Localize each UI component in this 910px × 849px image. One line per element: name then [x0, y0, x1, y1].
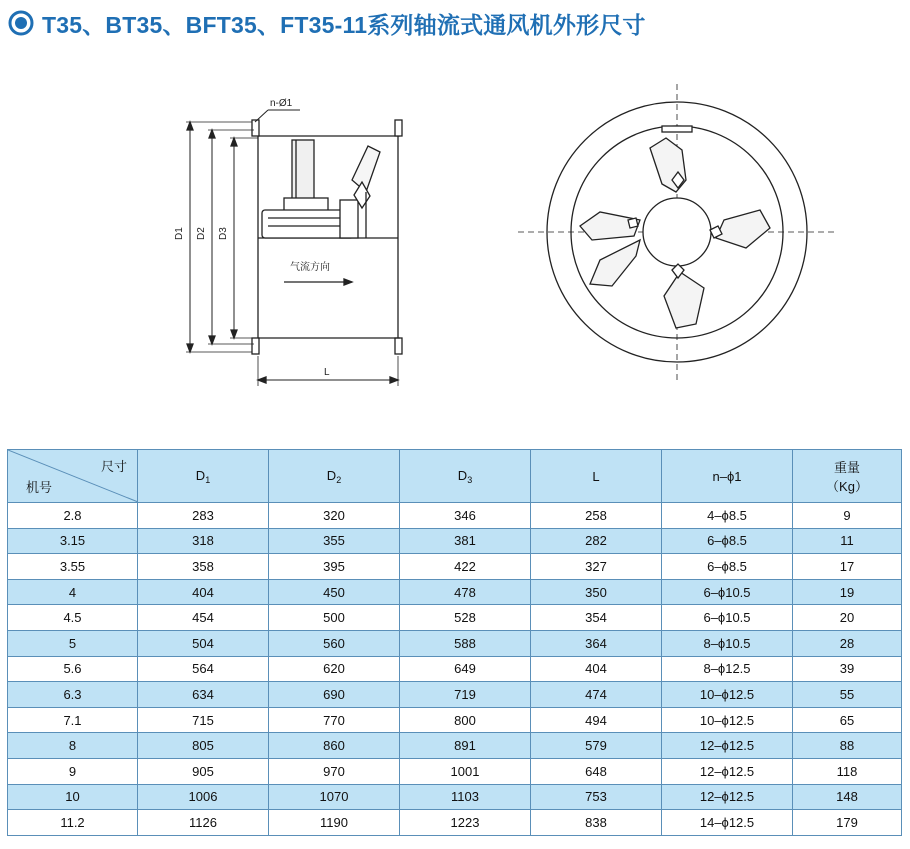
table-cell: 55	[793, 682, 902, 708]
dimension-header-label: 尺寸	[100, 459, 127, 474]
table-cell: 1001	[400, 758, 531, 784]
table-cell: 12–ϕ12.5	[662, 758, 793, 784]
table-cell: 528	[400, 605, 531, 631]
table-cell: 770	[269, 707, 400, 733]
table-cell: 354	[531, 605, 662, 631]
table-cell: 10	[8, 784, 138, 810]
table-cell: 3.55	[8, 554, 138, 580]
table-cell: 5.6	[8, 656, 138, 682]
table-row	[8, 503, 902, 529]
table-cell: 6.3	[8, 682, 138, 708]
table-cell: 283	[138, 503, 269, 529]
column-header-l: L	[531, 450, 662, 503]
table-row	[8, 656, 902, 682]
table-cell: 500	[269, 605, 400, 631]
table-cell: 404	[531, 656, 662, 682]
table-cell: 6–ϕ8.5	[662, 554, 793, 580]
table-cell: 7.1	[8, 707, 138, 733]
table-cell: 28	[793, 630, 902, 656]
table-cell: 148	[793, 784, 902, 810]
table-corner-header	[8, 450, 138, 503]
table-cell: 1070	[269, 784, 400, 810]
table-cell: 905	[138, 758, 269, 784]
table-cell: 1190	[269, 810, 400, 836]
table-cell: 8–ϕ12.5	[662, 656, 793, 682]
table-cell: 800	[400, 707, 531, 733]
table-cell: 719	[400, 682, 531, 708]
table-cell: 494	[531, 707, 662, 733]
table-cell: 474	[531, 682, 662, 708]
table-row	[8, 579, 902, 605]
column-header-d1: $D_1$	[138, 450, 269, 503]
table-cell: 6–ϕ8.5	[662, 528, 793, 554]
length-dimension-label: L	[324, 367, 330, 378]
table-cell: 258	[531, 503, 662, 529]
table-cell: 620	[269, 656, 400, 682]
table-cell: 805	[138, 733, 269, 759]
bolt-hole-label: n-Ø1	[270, 98, 293, 109]
table-row	[8, 554, 902, 580]
d2-dimension-label: D2	[196, 227, 207, 240]
d1-dimension-label: D1	[174, 227, 185, 240]
table-cell: 753	[531, 784, 662, 810]
table-cell: 579	[531, 733, 662, 759]
table-cell: 560	[269, 630, 400, 656]
table-cell: 364	[531, 630, 662, 656]
dimension-table	[7, 449, 902, 836]
table-cell: 891	[400, 733, 531, 759]
table-body	[8, 503, 902, 836]
table-cell: 65	[793, 707, 902, 733]
table-cell: 6–ϕ10.5	[662, 579, 793, 605]
table-cell: 404	[138, 579, 269, 605]
column-header-d3: $D_3$	[400, 450, 531, 503]
table-cell: 1126	[138, 810, 269, 836]
table-cell: 381	[400, 528, 531, 554]
table-cell: 395	[269, 554, 400, 580]
column-header-bolt-holes: n–ϕ1	[662, 450, 793, 503]
table-cell: 20	[793, 605, 902, 631]
table-row	[8, 784, 902, 810]
table-cell: 355	[269, 528, 400, 554]
table-cell: 12–ϕ12.5	[662, 733, 793, 759]
table-cell: 8–ϕ10.5	[662, 630, 793, 656]
table-header-row	[8, 450, 902, 503]
airflow-direction-label: 气流方向	[290, 262, 330, 273]
table-cell: 19	[793, 579, 902, 605]
table-cell: 648	[531, 758, 662, 784]
table-cell: 39	[793, 656, 902, 682]
table-cell: 12–ϕ12.5	[662, 784, 793, 810]
table-row	[8, 733, 902, 759]
table-cell: 634	[138, 682, 269, 708]
table-row	[8, 605, 902, 631]
table-cell: 564	[138, 656, 269, 682]
table-cell: 179	[793, 810, 902, 836]
table-cell: 10–ϕ12.5	[662, 707, 793, 733]
table-cell: 88	[793, 733, 902, 759]
side-view-drawing	[186, 110, 402, 386]
table-cell: 9	[793, 503, 902, 529]
table-cell: 588	[400, 630, 531, 656]
table-cell: 450	[269, 579, 400, 605]
table-cell: 4–ϕ8.5	[662, 503, 793, 529]
table-cell: 350	[531, 579, 662, 605]
table-cell: 3.15	[8, 528, 138, 554]
table-cell: 358	[138, 554, 269, 580]
d3-dimension-label: D3	[218, 227, 229, 240]
table-cell: 4.5	[8, 605, 138, 631]
table-cell: 838	[531, 810, 662, 836]
table-cell: 2.8	[8, 503, 138, 529]
table-cell: 4	[8, 579, 138, 605]
front-view-drawing	[518, 84, 836, 382]
table-cell: 327	[531, 554, 662, 580]
circle-bullet-icon	[8, 10, 34, 36]
column-header-d2: $D_2$	[269, 450, 400, 503]
table-cell: 970	[269, 758, 400, 784]
table-row	[8, 707, 902, 733]
table-row	[8, 528, 902, 554]
table-cell: 504	[138, 630, 269, 656]
table-cell: 318	[138, 528, 269, 554]
table-cell: 478	[400, 579, 531, 605]
table-cell: 282	[531, 528, 662, 554]
table-cell: 6–ϕ10.5	[662, 605, 793, 631]
table-cell: 454	[138, 605, 269, 631]
table-cell: 1006	[138, 784, 269, 810]
table-row	[8, 810, 902, 836]
table-cell: 5	[8, 630, 138, 656]
table-row	[8, 758, 902, 784]
table-cell: 10–ϕ12.5	[662, 682, 793, 708]
table-cell: 715	[138, 707, 269, 733]
table-cell: 9	[8, 758, 138, 784]
column-header-weight: 重量 （Kg）	[793, 450, 902, 503]
table-cell: 14–ϕ12.5	[662, 810, 793, 836]
table-cell: 118	[793, 758, 902, 784]
table-cell: 1103	[400, 784, 531, 810]
table-cell: 8	[8, 733, 138, 759]
table-row	[8, 630, 902, 656]
table-cell: 649	[400, 656, 531, 682]
table-cell: 1223	[400, 810, 531, 836]
table-row	[8, 682, 902, 708]
title-bar	[8, 6, 646, 40]
page-title: T35、BT35、BFT35、FT35-11系列轴流式通风机外形尺寸	[42, 11, 646, 38]
model-number-header-label: 机号	[26, 480, 53, 495]
table-cell: 346	[400, 503, 531, 529]
table-cell: 690	[269, 682, 400, 708]
fan-technical-drawing	[0, 60, 910, 440]
table-cell: 17	[793, 554, 902, 580]
fan-drawing-area	[0, 60, 910, 440]
table-cell: 11.2	[8, 810, 138, 836]
table-cell: 422	[400, 554, 531, 580]
table-cell: 860	[269, 733, 400, 759]
table-cell: 11	[793, 528, 902, 554]
table-cell: 320	[269, 503, 400, 529]
